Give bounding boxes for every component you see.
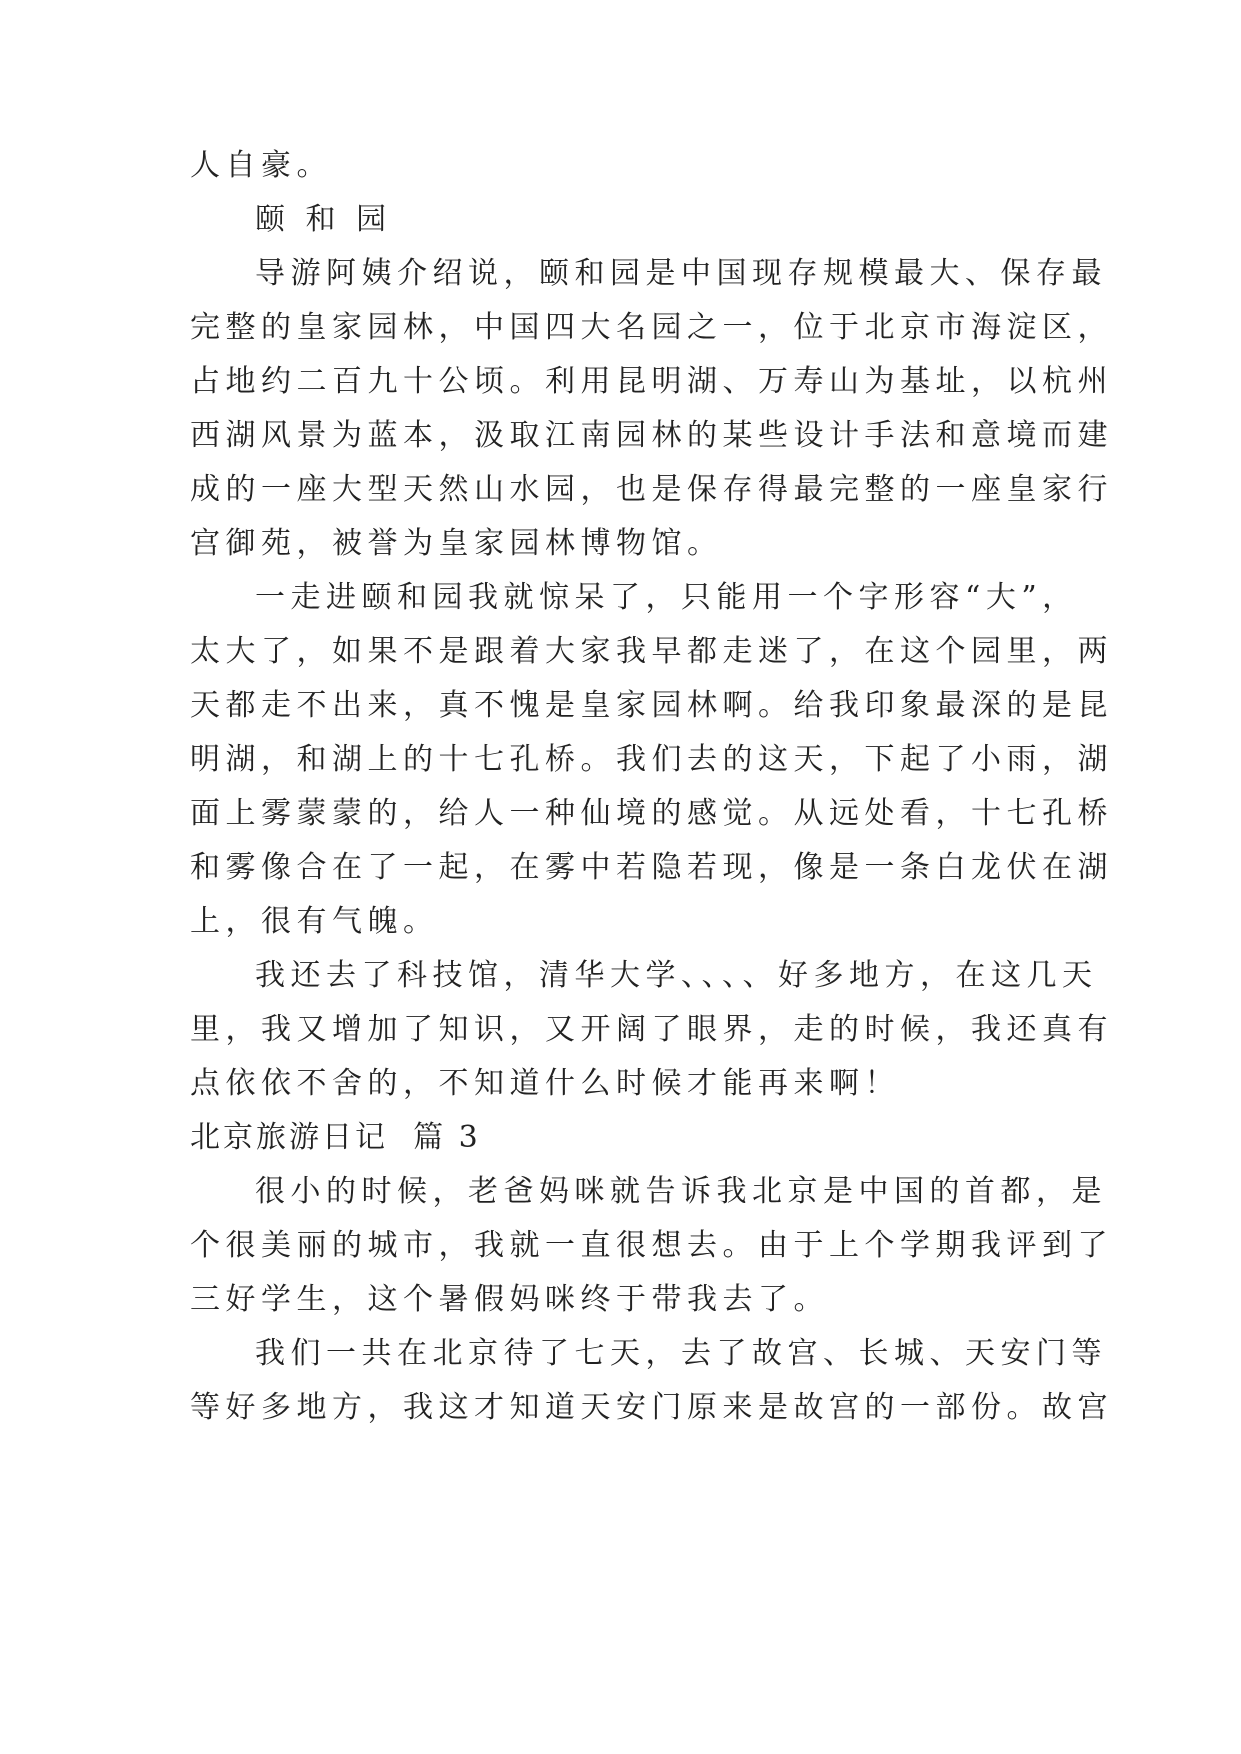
section-heading: 颐 和 园 — [255, 202, 392, 237]
text-line: 成的一座大型天然山水园，也是保存得最完整的一座皇家行 — [190, 472, 1113, 507]
text-line: 三好学生，这个暑假妈咪终于带我去了。 — [190, 1282, 829, 1317]
text-line: 天都走不出来，真不愧是皇家园林啊。给我印象最深的是昆 — [190, 688, 1113, 723]
text-line: 等好多地方，我这才知道天安门原来是故宫的一部份。故宫 — [190, 1390, 1113, 1425]
text-line: 人自豪。 — [190, 148, 332, 183]
text-line: 点依依不舍的，不知道什么时候才能再来啊！ — [190, 1066, 900, 1101]
text-line: 导游阿姨介绍说，颐和园是中国现存规模最大、保存最 — [255, 256, 1107, 291]
text-line: 和雾像合在了一起，在雾中若隐若现，像是一条白龙伏在湖 — [190, 850, 1113, 885]
article-title: 北京旅游日记 篇 3 — [190, 1120, 481, 1155]
text-line: 西湖风景为蓝本，汲取江南园林的某些设计手法和意境而建 — [190, 418, 1113, 453]
text-line: 占地约二百九十公顷。利用昆明湖、万寿山为基址，以杭州 — [190, 364, 1113, 399]
text-line: 完整的皇家园林，中国四大名园之一，位于北京市海淀区， — [190, 310, 1113, 345]
text-line: 一走进颐和园我就惊呆了，只能用一个字形容“大”， — [255, 580, 1078, 615]
text-line: 我们一共在北京待了七天，去了故宫、长城、天安门等 — [255, 1336, 1107, 1371]
text-line: 明湖，和湖上的十七孔桥。我们去的这天，下起了小雨，湖 — [190, 742, 1113, 777]
text-line: 里，我又增加了知识，又开阔了眼界，走的时候，我还真有 — [190, 1012, 1113, 1047]
text-line: 个很美丽的城市，我就一直很想去。由于上个学期我评到了 — [190, 1228, 1113, 1263]
text-line: 很小的时候，老爸妈咪就告诉我北京是中国的首都，是 — [255, 1174, 1107, 1209]
text-line: 面上雾蒙蒙的，给人一种仙境的感觉。从远处看，十七孔桥 — [190, 796, 1113, 831]
text-line: 宫御苑，被誉为皇家园林博物馆。 — [190, 526, 723, 561]
text-line: 我还去了科技馆，清华大学、、、、好多地方，在这几天 — [255, 958, 1098, 993]
text-line: 上，很有气魄。 — [190, 904, 439, 939]
text-line: 太大了，如果不是跟着大家我早都走迷了，在这个园里，两 — [190, 634, 1113, 669]
